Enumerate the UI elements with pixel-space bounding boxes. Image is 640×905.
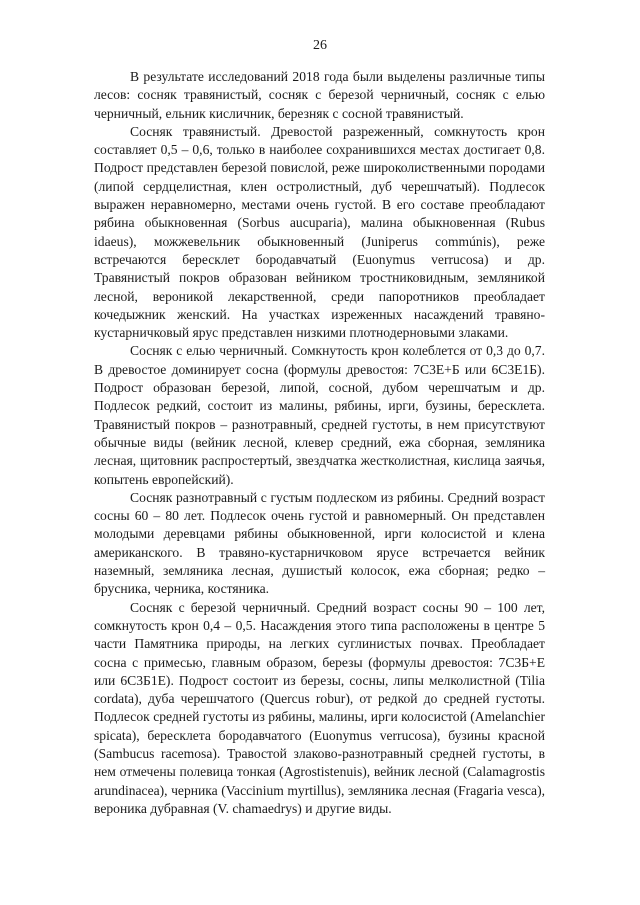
- page-number: 26: [313, 38, 327, 53]
- paragraph-pine-grassy: Сосняк травянистый. Древостой разреженный, сомкнутость крон составляет 0,5 – 0,6, только в наиболее сохранившихся местах достигает 0,8. Подрост представлен березой повислой, реже широколиственными породами (липой сердцелистная, клен остролистный, дуб черешчатый). Подлесок выражен неравномерно, местами очень густой. В его составе преобладают рябина обыкновенная (Sorbus aucuparia), малина обыкновенная (Rubus idaeus), можжевельник обыкновенный (Juniperus commúnis), реже встречаются бересклет бородавчатый (Euonymus verrucosa) и др. Травянистый покров образован вейником тростниковидным, земляникой лесной, вероникой лекарственной, среди папоротников преобладает кочедыжник женский. На участках изреженных насаждений травяно-кустарничковый ярус представлен низкими плотнодерновыми злаками.: [94, 123, 545, 341]
- paragraph-pine-spruce-blueberry: Сосняк с елью черничный. Сомкнутость крон колеблется от 0,3 до 0,7. В древостое доминирует сосна (формулы древостоя: 7С3Е+Б или 6С3Е1Б). Подрост образован березой, липой, сосной, дубом черешчатым и др. Подлесок редкий, состоит из малины, рябины, ирги, бузины, бересклета. Травянистый покров – разнотравный, средней густоты, в нем присутствуют обычные виды (вейник лесной, клевер средний, ежа сборная, земляника лесная, щитовник распростертый, звездчатка жестколистная, кислица заячья, копытень европейский).: [94, 343, 545, 487]
- paragraph-pine-herbaceous-rowan: Сосняк разнотравный с густым подлеском из рябины. Средний возраст сосны 60 – 80 лет. Подлесок очень густой и равномерный. Он представлен молодыми деревцами рябины обыкновенной, ирги колосистой и клена американского. В травяно-кустарничковом ярусе встречается вейник наземный, земляника лесная, душистый колосок, ежа сборная; редко – брусника, черника, костяника.: [94, 489, 545, 597]
- paragraph-pine-birch-blueberry: Сосняк с березой черничный. Средний возраст сосны 90 – 100 лет, сомкнутость крон 0,4 – 0,5. Насаждения этого типа расположены в центре 5 части Памятника природы, на легких суглинистых почвах. Преобладает сосна с примесью, главным образом, березы (формулы древостоя: 7С3Б+Е или 6С3Б1Е). Подрост состоит из березы, сосны, липы мелколистной (Tilia cordata), дуба черешчатого (Quercus robur), от редкой до средней густоты. Подлесок средней густоты из рябины, малины, ирги колосистой (Amelanchier spicata), бересклета бородавчатого (Euonymus verrucosa), бузины красной (Sambucus racemosa). Травостой злаково-разнотравный средней густоты, в нем отмечены полевица тонкая (Agrostistenuis), вейник лесной (Calamagrostis arundinacea), черника (Vaccinium myrtillus), земляника лесная (Fragaria vesca), вероника дубравная (V. chamaedrys) и другие виды.: [94, 599, 545, 816]
- document-body: [94, 68, 545, 818]
- paragraph-intro: В результате исследований 2018 года были выделены различные типы лесов: сосняк травянистый, сосняк с березой черничный, сосняк с елью черничный, ельник кисличник, березняк с сосной травянистый.: [94, 69, 545, 121]
